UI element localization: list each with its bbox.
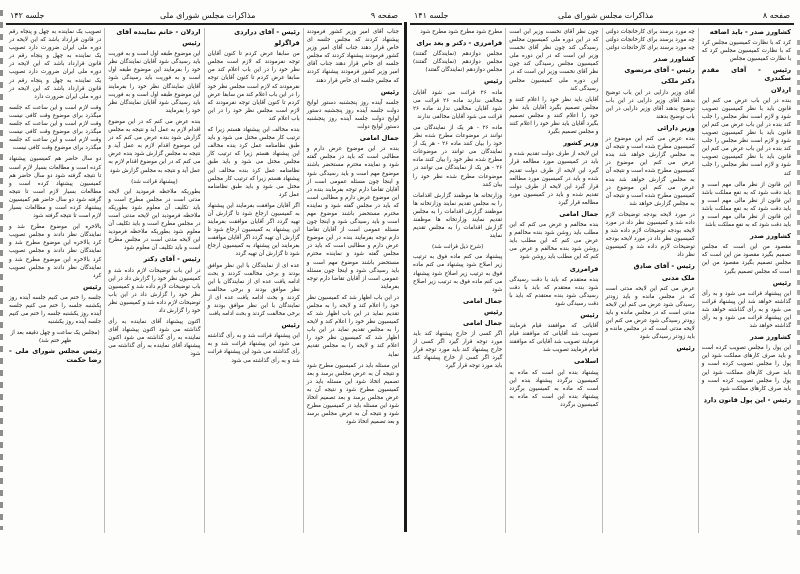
text-column <box>505 28 601 533</box>
speaker-name: رئیس - آقای دکتر <box>143 255 201 264</box>
body-paragraph: بنده معتقدم که باید با دقت رسیدگی شود بنده معتقدم که باید با دقت رسیدگی شود بنده معتقدم که باید با دقت رسیدگی شود <box>509 276 599 307</box>
body-paragraph: این مسئله باید در کمیسیون مطرح شود و نتیجه آن به عرض مجلس برسد و بعد تصمیم اتخاذ شود این مسئله باید در کمیسیون مطرح شود و نتیجه آن به عرض مجلس برسد و بعد تصمیم اتخاذ شود این مسئله باید در کمیسیون مطرح شود و نتیجه آن به عرض مجلس برسد و بعد تصمیم اتخاذ شود <box>306 362 399 426</box>
body-paragraph: بنده عرض می کنم که در این موضوع اقدام لازم به عمل آید و نتیجه به مجلس گزارش شود بنده عرض می کنم که در این موضوع اقدام لازم به عمل آید و نتیجه به مجلس گزارش شود بنده عرض می کنم که در این موضوع اقدام لازم به عمل آید و نتیجه به مجلس گزارش شود <box>108 118 201 174</box>
body-paragraph: اکنون پیشنهاد آقای نماینده به رأی گذاشته می شود اکنون پیشنهاد آقای نماینده به رأی گذاشته می شود اکنون پیشنهاد آقای نماینده به رأی گذاشته می شود <box>108 319 201 358</box>
body-paragraph: عرض می کنم این لایحه مدتی است که در مجلس مانده و باید زودتر رسیدگی شود عرض می کنم این لایحه مدتی است که در مجلس مانده و باید زودتر رسیدگی شود عرض می کنم این لایحه مدتی است که در مجلس مانده و باید زودتر رسیدگی شود <box>605 285 695 341</box>
speaker-name: کشاورز صدر - باید اضافه <box>709 28 791 36</box>
right-running-head <box>410 8 794 22</box>
text-column <box>204 28 303 533</box>
body-paragraph: بنده عرض می کنم این موضوع در کمیسیون مطرح شده است و نتیجه آن به مجلس گزارش خواهد شد بنده عرض می کنم این موضوع در کمیسیون مطرح شده است و نتیجه آن به مجلس گزارش خواهد شد بنده عرض می کنم این موضوع در کمیسیون مطرح شده است و نتیجه آن به مجلس گزارش خواهد شد <box>605 136 695 207</box>
procedural-note: (پیشنهاد قرائت شد) <box>131 178 178 185</box>
speaker-name: رئیس - آقای دراردی <box>234 28 300 36</box>
left-columns <box>6 28 402 533</box>
left-session-label: جلسه ۱۴۲ <box>10 10 45 20</box>
right-session-label: جلسه ۱۴۱ <box>414 10 449 20</box>
speaker-name: جمال امامی <box>463 296 503 305</box>
procedural-note: (مجلس یک ساعت و چهل دقیقه بعد از ظهر ختم شد) <box>10 330 100 345</box>
body-paragraph: بطوریکه ملاحظه فرمودید این لایحه مدتی است در مجلس مطرح است و باید تکلیف آن معلوم شود بطوریکه ملاحظه فرمودید این لایحه مدتی است در مجلس مطرح است و باید تکلیف آن معلوم شود بطوریکه ملاحظه فرمودید این لایحه مدتی است در مجلس مطرح است و باید تکلیف آن معلوم شود <box>108 188 201 252</box>
body-paragraph: ماده ۲۶ قرائت می شود آقایان مخالفی ندارند ماده ۲۶ قرائت می شود آقایان مخالفی ندارند ماده ۲۶ قرائت می شود آقایان مخالفی ندارند <box>413 89 503 120</box>
left-header-rule <box>6 23 402 25</box>
speaker-name: جمال امامی <box>359 134 399 143</box>
body-paragraph: در این باب اظهار شد که کمیسیون نظر خود را اعلام کند و لایحه را به مجلس تقدیم نماید در این باب اظهار شد که کمیسیون نظر خود را اعلام کند و لایحه را به مجلس تقدیم نماید در این باب اظهار شد که کمیسیون نظر خود را اعلام کند و لایحه را به مجلس تقدیم نماید <box>306 294 399 358</box>
speaker-name: ملک مدنی <box>661 273 695 282</box>
body-paragraph: من سابقا عرض کردم تا کنون آقایان توجه نفرمودند که لازم است مجلس نظر خود را در این باب اعلام کند من سابقا عرض کردم تا کنون آقایان توجه نفرمودند که لازم است مجلس نظر خود را در این باب اعلام کند من سابقا عرض کردم تا کنون آقایان توجه نفرمودند که لازم است مجلس نظر خود را در این باب اعلام کند <box>207 51 300 122</box>
speaker-name: اردلان - خانم نماینده آقای <box>116 28 201 36</box>
body-paragraph: این قانون از نظر مالی مهم است و باید دقت شود که به نفع مملکت باشد این قانون از نظر مالی مهم است و باید دقت شود که به نفع مملکت باشد این قانون از نظر مالی مهم است و باید دقت شود که به نفع مملکت باشد <box>701 181 791 229</box>
speaker-name: رئیس <box>281 321 300 330</box>
left-page-title: مذاکرات مجلس شورای ملی <box>159 10 256 20</box>
right-page <box>410 8 794 533</box>
speaker-name: رئیس <box>483 77 503 86</box>
body-paragraph: این پیشنهاد قرائت می شود و به رأی گذاشته خواهد شد این پیشنهاد قرائت می شود و به رأی گذاشته خواهد شد این پیشنهاد قرائت می شود و به رأی گذاشته خواهد شد <box>701 290 791 330</box>
body-paragraph: مطرح شود مطرح شود مطرح شود <box>420 29 503 35</box>
body-paragraph: در این باب توضیحات لازم داده شد و کمیسیون نظر خود را گزارش داد در این باب توضیحات لازم داده شد و کمیسیون نظر خود را گزارش داد در این باب توضیحات لازم داده شد و کمیسیون نظر خود را گزارش داد <box>108 267 201 314</box>
text-column <box>104 28 203 533</box>
speaker-name: رئیس <box>580 311 599 319</box>
speaker-name: کشاورز صدر <box>750 232 791 241</box>
body-paragraph: بنده مخالفم و عرض می کنم که این مطلب باید روشن شود بنده مخالفم و عرض می کنم که این مطلب باید روشن شود بنده مخالفم و عرض می کنم که این مطلب باید روشن شود <box>509 222 599 261</box>
body-paragraph: تصویب یک نماینده به چهل و پنجاه رقم در قانون قرارداد باشد که این لایحه در دوره ملی ایران ضرورت دارد تصویب یک نماینده به چهل و پنجاه رقم در قانون قرارداد باشد که این لایحه در دوره ملی ایران ضرورت دارد تصویب یک نماینده به چهل و پنجاه رقم در قانون قرارداد باشد که این لایحه در دوره ملی ایران ضرورت دارد <box>9 29 102 100</box>
speaker-name: کشاورز صدر <box>653 55 695 64</box>
body-paragraph: جلسه آینده روز پنجشنبه دستور لوایح دولت جلسه آینده روز پنجشنبه دستور لوایح دولت جلسه آینده روز پنجشنبه دستور لوایح دولت <box>306 99 399 131</box>
speaker-name: وزیر دارائی <box>657 123 695 132</box>
page-edge-left <box>0 10 3 530</box>
speaker-name: فرامرزی <box>569 264 599 273</box>
speaker-name: رئیس - آقای مرتضوی <box>624 66 695 75</box>
speaker-name: رئیس <box>676 344 695 353</box>
left-running-head <box>6 8 402 22</box>
speaker-name: اسلامی <box>573 357 599 366</box>
body-paragraph: اگر آقایان موافقت بفرمایند این پیشنهاد به کمیسیون ارجاع شود تا گزارش آن تهیه گردد اگر آقایان موافقت بفرمایند این پیشنهاد به کمیسیون ارجاع شود تا گزارش آن تهیه گردد اگر آقایان موافقت بفرمایند این پیشنهاد به کمیسیون ارجاع شود تا گزارش آن تهیه گردد <box>207 202 300 258</box>
body-paragraph: بنده در این باب عرض می کنم این قانون باید با نظر کمیسیون تصویب شود و لازم است نظر مجلس را جلب کند بنده در این باب عرض می کنم این قانون باید با نظر کمیسیون تصویب شود و لازم است نظر مجلس را جلب کند بنده در این باب عرض می کنم این قانون باید با نظر کمیسیون تصویب شود و لازم است نظر مجلس را جلب کند <box>701 97 791 177</box>
body-paragraph: بنده مخالف این پیشنهاد هستم زیرا که ترتیب کار مجلس مختل می شود و باید طبق نظامنامه عمل کرد بنده مخالف این پیشنهاد هستم زیرا که ترتیب کار مجلس مختل می شود و باید طبق نظامنامه عمل کرد بنده مخالف این پیشنهاد هستم زیرا که ترتیب کار مجلس مختل می شود و باید طبق نظامنامه عمل کرد <box>207 127 300 198</box>
right-page-title: مذاکرات مجلس شورای ملی <box>557 10 654 20</box>
speaker-name: رئیس <box>182 39 201 48</box>
body-paragraph: وزارتخانه ها موظفند گزارش اقدامات را به مجلس تقدیم نمایند وزارتخانه ها موظفند گزارش اقدامات را به مجلس تقدیم نمایند وزارتخانه ها موظفند گزارش اقدامات را به مجلس تقدیم نمایند <box>413 192 503 240</box>
right-header-rule <box>410 23 794 25</box>
speaker-name: رئیس <box>380 87 399 96</box>
body-paragraph: وقت لازم است و این ساعت که جلسه میگذرد برای موضوع وقت کافی نیست وقت لازم است و این ساعت که جلسه میگذرد برای موضوع وقت کافی نیست وقت لازم است و این ساعت که جلسه میگذرد برای موضوع وقت کافی نیست <box>9 104 102 152</box>
speaker-name: جمال امامی <box>463 319 503 327</box>
body-paragraph: این موضوع طبقه اول است و به فوریت باید رسیدگی شود آقایان نمایندگان نظر خود را بفرمایند این موضوع طبقه اول است و به فوریت باید رسیدگی شود آقایان نمایندگان نظر خود را بفرمایند این موضوع طبقه اول است و به فوریت باید رسیدگی شود آقایان نمایندگان نظر خود را بفرمایند <box>108 51 201 114</box>
body-paragraph: اگر کسی از خارج پیشنهاد کند باید مورد توجه قرار گیرد اگر کسی از خارج پیشنهاد کند باید مورد توجه قرار گیرد اگر کسی از خارج پیشنهاد کند باید مورد توجه قرار گیرد <box>413 331 503 370</box>
body-paragraph: بالاخره این موضوع مطرح شد و نمایندگان نظر دادند و مجلس تصویب کرد بالاخره این موضوع مطرح شد و نمایندگان نظر دادند و مجلس تصویب کرد بالاخره این موضوع مطرح شد و نمایندگان نظر دادند و مجلس تصویب کرد <box>9 224 102 279</box>
body-paragraph: جلسه را ختم می کنیم جلسه آینده روز یکشنبه جلسه را ختم می کنیم جلسه آینده روز یکشنبه جلسه را ختم می کنیم جلسه آینده روز یکشنبه <box>9 294 102 326</box>
speaker-name: کشاورز صدر <box>750 333 791 342</box>
right-page-number: صفحه ۸ <box>762 10 790 20</box>
speaker-name: رئیس <box>483 307 503 316</box>
body-paragraph: کرد که با نظارت کمیسیون مجلس کرد که با نظارت کمیسیون مجلس کرد که با نظارت کمیسیون مجلس <box>701 40 791 63</box>
body-paragraph: بنده در این موضوع عرض دارم و مطالبی است که باید در مجلس گفته شود و نماینده محترم مستحضر باشند موضوع مهم است و باید رسیدگی شود و اینجا چون مسئله عمومی است از آقایان تقاضا دارم توجه بفرمایند بنده در این موضوع عرض دارم و مطالبی است که باید در مجلس گفته شود و نماینده محترم مستحضر باشند موضوع مهم است و باید رسیدگی شود و اینجا چون مسئله عمومی است از آقایان تقاضا دارم توجه بفرمایند بنده در این موضوع عرض دارم و مطالبی است که باید در مجلس گفته شود و نماینده محترم مستحضر باشند موضوع مهم است و باید رسیدگی شود و اینجا چون مسئله عمومی است از آقایان تقاضا دارم توجه بفرمایند <box>306 146 399 290</box>
speaker-name: رئیس - آقای مقدم سکندری <box>701 66 791 83</box>
body-paragraph: در مورد لایحه بودجه توضیحات لازم داده شد و کمیسیون نظر داد در مورد لایحه بودجه توضیحات لازم داده شد و کمیسیون نظر داد در مورد لایحه بودجه توضیحات لازم داده شد و کمیسیون نظر داد <box>605 211 695 259</box>
body-paragraph: این پیشنهاد قرائت شد و به رأی گذاشته می شود این پیشنهاد قرائت شد و به رأی گذاشته می شود این پیشنهاد قرائت شد و به رأی گذاشته می شود <box>207 333 300 364</box>
text-column <box>602 28 698 533</box>
body-paragraph: پیشنهاد بنده این است که ماده به کمیسیون برگردد پیشنهاد بنده این است که ماده به کمیسیون برگردد پیشنهاد بنده این است که ماده به کمیسیون برگردد <box>509 369 599 408</box>
text-column <box>410 28 505 533</box>
body-paragraph: این لایحه از طرف دولت تقدیم شده و باید در کمیسیون مورد مطالعه قرار گیرد این لایحه از طرف دولت تقدیم شده و باید در کمیسیون مورد مطالعه قرار گیرد این لایحه از طرف دولت تقدیم شده و باید در کمیسیون مورد مطالعه قرار گیرد <box>509 151 599 206</box>
body-paragraph: دو سال حاضر هم کمیسیون پیشنهاد کرده است و مطالعات بسیار لازم است تا نتیجه گرفته شود دو سال حاضر هم کمیسیون پیشنهاد کرده است و مطالعات بسیار لازم است تا نتیجه گرفته شود دو سال حاضر هم کمیسیون پیشنهاد کرده است و مطالعات بسیار لازم است تا نتیجه گرفته شود <box>9 156 102 220</box>
procedural-note: (شرح ذیل قرائت شد) <box>431 244 484 251</box>
speaker-name: رئیس - این پول قانون دارد <box>703 395 791 404</box>
speaker-name: اردلان <box>771 85 791 94</box>
speaker-name: رئیس <box>772 278 791 287</box>
body-paragraph: آقای وزیر دارایی در این باب توضیح بدهند آقای وزیر دارایی در این باب توضیح بدهند آقای وزیر دارایی در این باب توضیح بدهند <box>605 89 695 120</box>
body-paragraph: چه مورد برسند برای کارخانجات دولتی چه مورد برسند برای کارخانجات دولتی چه مورد برسند برای کارخانجات دولتی <box>605 29 695 52</box>
speaker-name: رئیس مجلس شورای ملی - رضا حکمت <box>9 347 102 364</box>
body-paragraph: آقایان باید نظر خود را اعلام کنند و مجلس تصمیم بگیرد آقایان باید نظر خود را اعلام کنند و مجلس تصمیم بگیرد آقایان باید نظر خود را اعلام کنند و مجلس تصمیم بگیرد <box>509 96 599 136</box>
right-columns <box>410 28 794 533</box>
speaker-name: قراگزلو <box>274 39 300 48</box>
speaker-name: رئیس - آقای صادق <box>633 262 695 271</box>
body-paragraph: آقایانی که موافقند قیام فرمایند تصویب شد آقایانی که موافقند قیام فرمایند تصویب شد آقایانی که موافقند قیام فرمایند تصویب شد <box>509 323 599 354</box>
left-page-number: صفحه ۹ <box>370 10 398 20</box>
speaker-name: وزیر کشور <box>563 139 599 148</box>
body-paragraph: پیشنهاد می کنم ماده فوق به ترتیب زیر اصلاح شود پیشنهاد می کنم ماده فوق به ترتیب زیر اصلاح شود پیشنهاد می کنم ماده فوق به ترتیب زیر اصلاح شود <box>413 254 503 293</box>
body-paragraph: عده ای از نمایندگان با این نظر موافق بودند و برخی مخالفت کردند و بحث ادامه یافت عده ای از نمایندگان با این نظر موافق بودند و برخی مخالفت کردند و بحث ادامه یافت عده ای از نمایندگان با این نظر موافق بودند و برخی مخالفت کردند و بحث ادامه یافت <box>207 262 300 318</box>
speaker-name: رئیس <box>82 282 102 291</box>
text-column <box>698 28 794 533</box>
body-paragraph: چون نظر آقای نخست وزیر این است که در این دوره ملی کمیسیون مجلس رسیدگی کند چون نظر آقای نخست وزیر این است که در این دوره ملی کمیسیون مجلس رسیدگی کند چون نظر آقای نخست وزیر این است که در این دوره ملی کمیسیون مجلس رسیدگی کند <box>509 29 599 92</box>
text-column <box>303 28 402 533</box>
text-column <box>6 28 104 533</box>
left-page <box>6 8 402 533</box>
speaker-name: جمال امامی <box>559 209 599 218</box>
body-paragraph: مجلس دوازدهم (نمایندگان گفتند) مجلس دوازدهم (نمایندگان گفتند) مجلس دوازدهم (نمایندگان گفتند) <box>413 51 503 74</box>
body-paragraph: ماده ۲۶ - هر یک از نمایندگان می توانند در موضوعات مطرح شده نظر خود را بیان کنند ماده ۲۶ - هر یک از نمایندگان می توانند در موضوعات مطرح شده نظر خود را بیان کنند ماده ۲۶ - هر یک از نمایندگان می توانند در موضوعات مطرح شده نظر خود را بیان کنند <box>413 124 503 188</box>
page-gutter <box>404 22 407 532</box>
body-paragraph: جناب آقای امیر وزیر کشور فرمودند پیشنهاد کردند که مجلس جلسه ای خاص قرار دهند جناب آقای امیر وزیر کشور فرمودند پیشنهاد کردند که مجلس جلسه ای خاص قرار دهند جناب آقای امیر وزیر کشور فرمودند پیشنهاد کردند که مجلس جلسه ای خاص قرار دهند <box>306 29 399 84</box>
speaker-name: دکتر ملکی <box>661 77 695 86</box>
body-paragraph: مقصود من این است که مجلس تصمیم بگیرد مقصود من این است که مجلس تصمیم بگیرد مقصود من این است که مجلس تصمیم بگیرد <box>701 244 791 275</box>
body-paragraph: این پول را مجلس تصویب کرده است و باید صرف کارهای مملکت شود این پول را مجلس تصویب کرده است و باید صرف کارهای مملکت شود این پول را مجلس تصویب کرده است و باید صرف کارهای مملکت شود <box>701 345 791 392</box>
speaker-name: فرامرزی - دکتر و بعد برای <box>416 39 503 48</box>
